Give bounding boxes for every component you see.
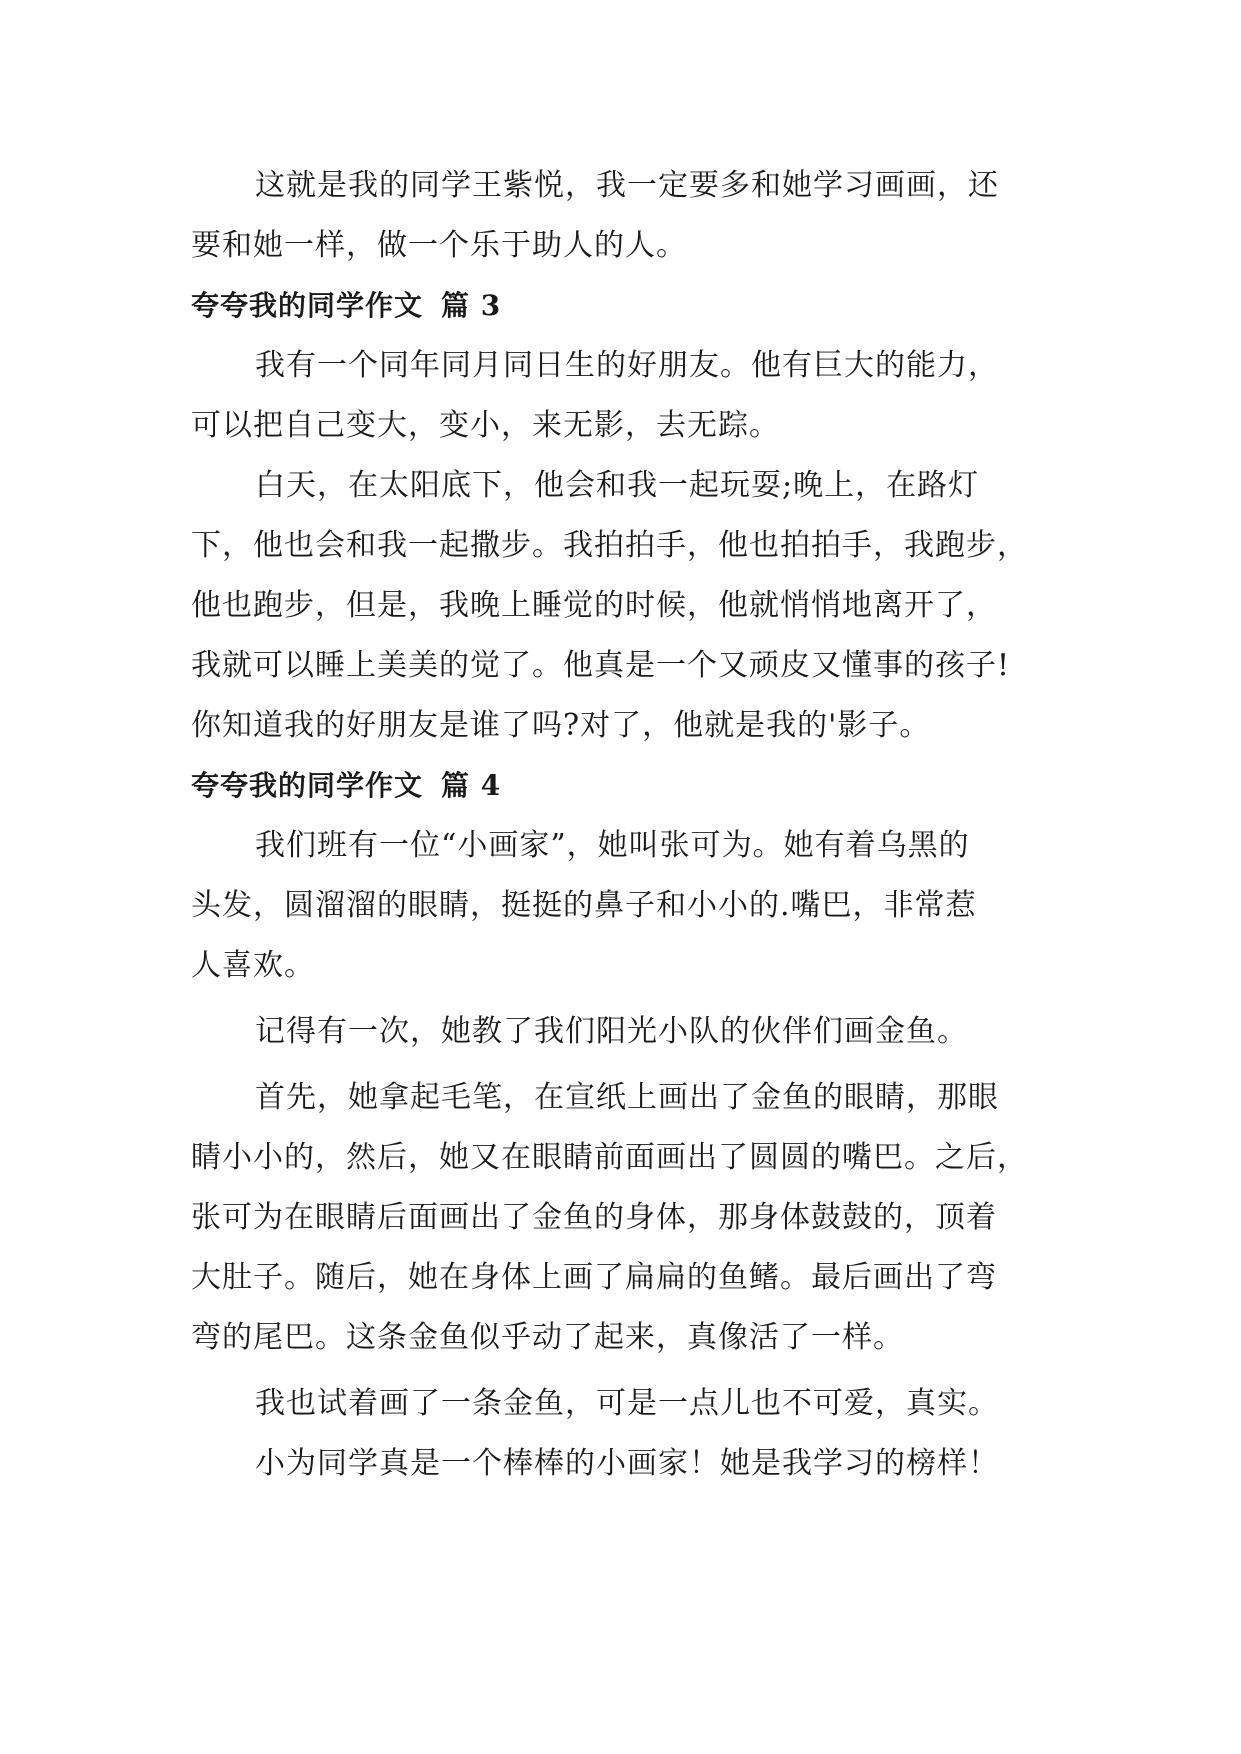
heading-title: 夸夸我的同学作文 [191, 769, 424, 802]
document-body [191, 156, 1071, 1494]
paragraph-line: 我就可以睡上美美的觉了。他真是一个又顽皮又懂事的孩子! [191, 648, 1011, 683]
heading-title: 夸夸我的同学作文 [191, 289, 424, 322]
paragraph-line: 人喜欢。 [191, 948, 315, 983]
paragraph-line: 我也试着画了一条金鱼，可是一点儿也不可爱，真实。 [255, 1386, 999, 1421]
paragraph-4 [191, 816, 1071, 996]
paragraph-8 [191, 1434, 1071, 1494]
paragraph-line: 白天，在太阳底下，他会和我一起玩耍;晚上，在路灯 [255, 468, 980, 503]
paragraph-line: 这就是我的同学王紫悦，我一定要多和她学习画画，还 [255, 168, 999, 203]
paragraph-1 [191, 156, 1071, 276]
heading-number: 篇 3 [441, 289, 502, 322]
section-heading-3 [191, 276, 1071, 336]
paragraph-line: 可以把自己变大，变小，来无影，去无踪。 [191, 408, 780, 443]
paragraph-line: 弯的尾巴。这条金鱼似乎动了起来，真像活了一样。 [191, 1320, 904, 1355]
paragraph-line: 睛小小的，然后，她又在眼睛前面画出了圆圆的嘴巴。之后， [191, 1140, 1028, 1175]
section-heading-4 [191, 756, 1071, 816]
paragraph-5 [191, 1002, 1071, 1062]
paragraph-line: 小为同学真是一个棒棒的小画家！她是我学习的榜样！ [255, 1446, 999, 1481]
paragraph-line: 大肚子。随后，她在身体上画了扁扁的鱼鳍。最后画出了弯 [191, 1260, 997, 1295]
paragraph-2 [191, 336, 1071, 456]
paragraph-line: 张可为在眼睛后面画出了金鱼的身体，那身体鼓鼓的，顶着 [191, 1200, 997, 1235]
heading-number: 篇 4 [441, 769, 502, 802]
paragraph-line: 我有一个同年同月同日生的好朋友。他有巨大的能力， [255, 348, 999, 383]
paragraph-line: 下，他也会和我一起撒步。我拍拍手，他也拍拍手，我跑步， [191, 528, 1028, 563]
paragraph-line: 我们班有一位“小画家”，她叫张可为。她有着乌黑的 [255, 828, 970, 863]
paragraph-3 [191, 456, 1071, 756]
paragraph-line: 记得有一次，她教了我们阳光小队的伙伴们画金鱼。 [255, 1014, 968, 1049]
paragraph-line: 要和她一样，做一个乐于助人的人。 [191, 228, 687, 263]
paragraph-line: 头发，圆溜溜的眼睛，挺挺的鼻子和小小的.嘴巴，非常惹 [191, 888, 977, 923]
paragraph-line: 他也跑步，但是，我晚上睡觉的时候，他就悄悄地离开了， [191, 588, 997, 623]
paragraph-line: 首先，她拿起毛笔，在宣纸上画出了金鱼的眼睛，那眼 [255, 1080, 999, 1115]
paragraph-6 [191, 1068, 1071, 1368]
paragraph-line: 你知道我的好朋友是谁了吗?对了，他就是我的'影子。 [191, 708, 931, 743]
paragraph-7 [191, 1374, 1071, 1434]
